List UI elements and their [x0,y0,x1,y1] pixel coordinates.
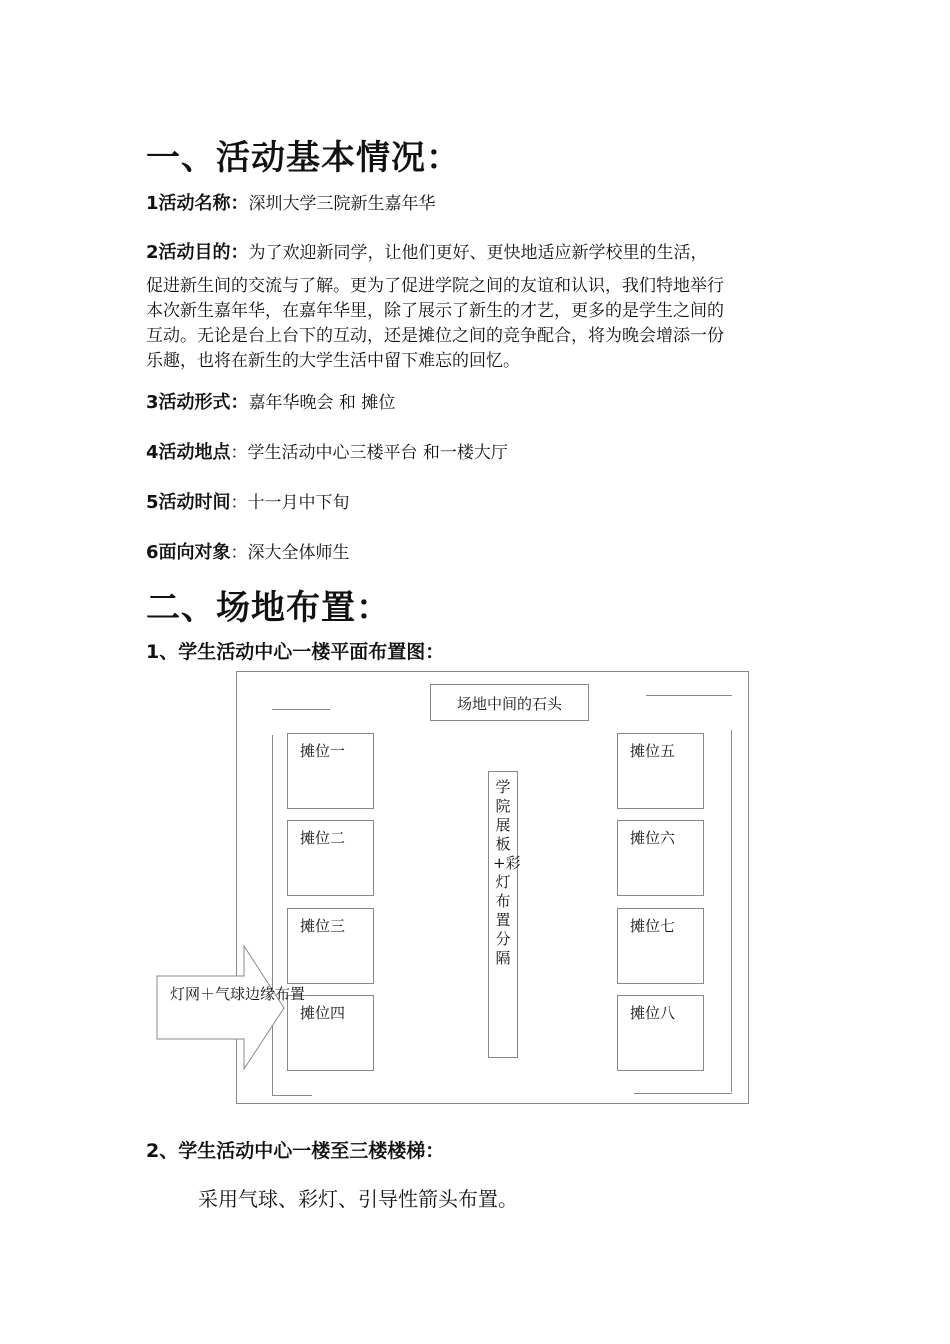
purpose-line: 促进新生间的交流与了解。更为了促进学院之间的友谊和认识，我们特地举行 [146,276,724,296]
info-label: 3活动形式： [146,392,249,413]
purpose-line: 互动。无论是台上台下的互动，还是摊位之间的竞争配合，将为晚会增添一份 [146,326,724,346]
booth-4: 摊位四 [287,995,374,1071]
section1-title: 一、活动基本情况： [146,138,461,178]
info-value: ：十一月中下旬 [230,493,350,513]
stone-box: 场地中间的石头 [430,684,589,721]
info-value: ：学生活动中心三楼平台 和一楼大厅 [230,443,508,463]
divider-label: 学院展板+彩灯布置分隔 [493,778,521,967]
info-activity-form [146,388,395,414]
info-value: 为了欢迎新同学，让他们更好、更快地适应新学校里的生活， [248,243,708,263]
booth-2: 摊位二 [287,820,374,896]
section2-title: 二、场地布置： [146,588,391,628]
info-target-audience [146,538,350,564]
info-value: ：深大全体师生 [230,543,350,563]
booth-8: 摊位八 [617,995,704,1071]
booth-5: 摊位五 [617,733,704,809]
info-label: 5活动时间 [146,492,231,513]
info-label: 4活动地点 [146,442,231,463]
info-activity-location [146,438,508,464]
info-activity-time [146,488,350,514]
purpose-line: 本次新生嘉年华，在嘉年华里，除了展示了新生的才艺，更多的是学生之间的 [146,301,724,321]
booth-1: 摊位一 [287,733,374,809]
plan-edge-line [646,695,732,696]
info-label: 2活动目的： [146,242,249,263]
info-value: 深圳大学三院新生嘉年华 [248,194,436,214]
booth-3: 摊位三 [287,908,374,984]
purpose-line: 乐趣，也将在新生的大学生活中留下难忘的回忆。 [146,351,520,371]
info-value: 嘉年华晚会 和 摊位 [248,393,396,413]
arrow-label: 灯网＋气球边缘布置 [170,985,306,1003]
info-activity-name [146,189,436,215]
plan-edge-line [634,1093,732,1094]
subheading-stairs: 2、学生活动中心一楼至三楼楼梯： [146,1140,445,1162]
arrow-right-icon [156,945,288,1071]
booth-6: 摊位六 [617,820,704,896]
subheading-floor-plan: 1、学生活动中心一楼平面布置图： [146,641,445,663]
info-label: 6面向对象 [146,542,231,563]
plan-edge-line [731,730,732,1092]
closing-text: 采用气球、彩灯、引导性箭头布置。 [198,1187,518,1211]
purpose-paragraph [146,274,808,374]
plan-edge-line [272,1095,312,1096]
plan-edge-line [272,709,330,710]
info-activity-purpose [146,238,708,264]
info-label: 1活动名称： [146,193,249,214]
booth-7: 摊位七 [617,908,704,984]
